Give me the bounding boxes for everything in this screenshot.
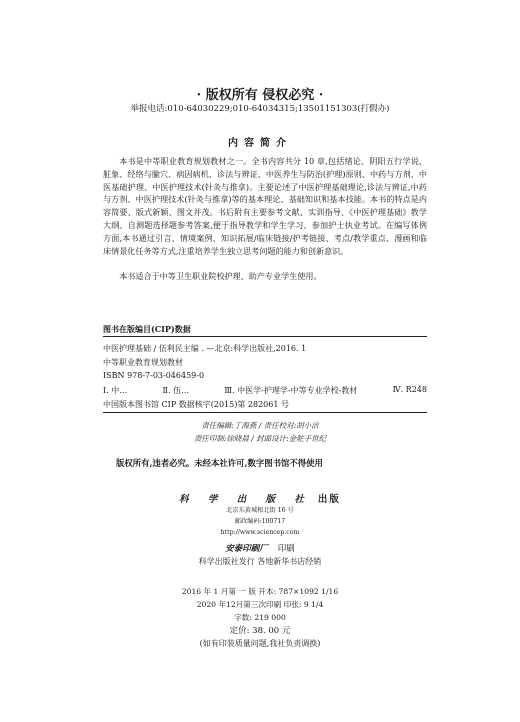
- cip-classification-line: [103, 385, 427, 396]
- publisher-action: 出版: [317, 494, 341, 505]
- cip-number-line: 中国版本图书馆 CIP 数据核字(2015)第 282061 号: [103, 400, 289, 409]
- publisher-name: 科 学 出 版 社: [179, 494, 312, 505]
- publisher-postcode: 邮政编码:100717: [234, 518, 286, 525]
- printer-line: [0, 542, 520, 554]
- quality-note: (如有印装质量问题,我社负责调换): [199, 639, 321, 648]
- copyright-notice: 版权所有,违者必究。未经本社许可,数字图书馆不得使用: [116, 458, 323, 468]
- cip-class-3: Ⅲ. 中医学-护理学-中等专业学校-教材: [224, 386, 358, 395]
- cip-title-line: 中医护理基础 / 伍利民主编 . —北京:科学出版社,2016. 1: [103, 344, 307, 353]
- printing-line: 2020 年12月第三次印刷 印张: 9 1/4: [196, 600, 324, 609]
- report-phone-line: 举报电话:010-64030229;010-64034315;13501151303(打假办): [130, 104, 390, 114]
- summary-paragraph-2: 本书适合于中等卫生职业院校护理、助产专业学生使用。: [119, 271, 322, 281]
- distribution-line: 科学出版社发行 各地新华书店经销: [198, 557, 322, 566]
- publisher-website: http://www.sciencep.com: [220, 529, 300, 536]
- staff-line-1: 责任编辑:丁海燕 / 责任校对:胡小洁: [201, 421, 319, 430]
- cip-bottom-rule: [103, 412, 427, 413]
- cip-class-2: Ⅱ. 伍…: [162, 386, 190, 395]
- publisher-line: [0, 491, 520, 505]
- word-count: 字数: 219 000: [234, 613, 286, 622]
- copyright-title: · 版权所有 侵权必究 ·: [196, 88, 324, 103]
- cip-class-1: Ⅰ. 中…: [103, 386, 128, 395]
- publisher-address: 北京东黄城根北街 16 号: [226, 507, 294, 514]
- summary-paragraph-1: 本书是中等职业教育规划教材之一。全书内容共分 10 章,包括绪论、阴阳五行学说、脏象、经络与腧穴、病因病机、诊法与辨证、中医养生与防治(护理)原则、中药与方剂、中医基础护理、中医护理技术(针灸与推拿)。主要论述了中医护理基础理论,诊法与辨证,中药与方剂、中医护理技术(针灸与推拿)等的基本理论、基础知识和基本技能。本书的特点是内容简要、版式新颖、图文并茂。书后附有主要参考文献、实训指导、《中医护理基础》教学大纲、自测题选择题参考答案,便于指导教学和学生学习、参加护士执业考试。在编写体例方面,本书通过引言、情境案例、知识拓展/临床链接/护考链接、考点/教学重点、漫画和临床情景化任务等方式,注重培养学生独立思考问题的能力和创新意识。: [103, 156, 427, 256]
- price: 定价: 38. 00 元: [229, 626, 291, 636]
- edition-line: 2016 年 1 月第 一 版 开本: 787×1092 1/16: [181, 587, 339, 596]
- cip-heading: 图书在版编目(CIP)数据: [103, 324, 191, 334]
- cip-isbn-line: ISBN 978-7-03-046459-0: [103, 371, 205, 380]
- staff-line-2: 责任印制:徐晓晨 / 封面设计:金舵手世纪: [193, 434, 327, 443]
- cip-top-rule: [103, 336, 427, 337]
- printer-action: 印刷: [277, 544, 295, 554]
- summary-heading: 内容简介: [228, 138, 292, 149]
- printer-name: 安泰印刷厂: [225, 544, 268, 554]
- cip-class-4: Ⅳ. R248: [392, 385, 427, 394]
- cip-series-line: 中等职业教育规划教材: [103, 358, 183, 367]
